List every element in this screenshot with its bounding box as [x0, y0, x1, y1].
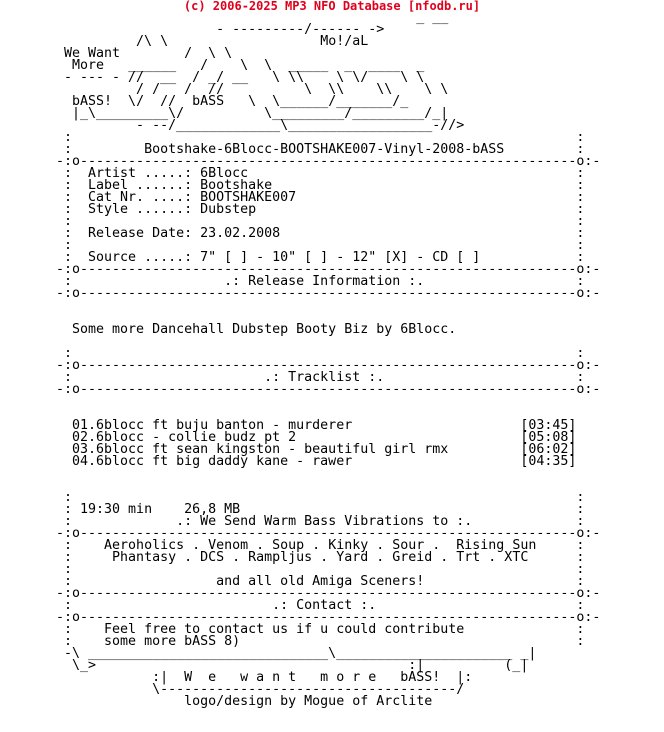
info-catnr-text: Cat Nr. ....: BOOTSHAKE007	[72, 190, 577, 205]
contact-heading-text: .: Contact :.	[72, 598, 577, 613]
logo-left-tag: More	[56, 58, 105, 73]
frame-border: -:o--------------------------------------------------------------o:-	[56, 154, 601, 169]
frame-border: : :	[56, 214, 585, 229]
track-title: 02.6blocc - collie budz pt 2	[56, 430, 521, 445]
release-info-text: Some more Dancehall Dubstep Booty Biz by 6Blocc.	[56, 322, 457, 337]
frame-border: :	[56, 370, 73, 385]
logo-art: - --/_____________\__________________-//>	[56, 118, 465, 133]
frame-border: :	[56, 550, 73, 565]
frame-border: :	[56, 598, 73, 613]
greets-line-text: Aeroholics . Venom . Soup . Kinky . Sour . Rising Sun	[72, 538, 577, 553]
frame-border: :	[576, 142, 585, 157]
track-duration: [04:35]	[520, 454, 577, 469]
frame-border: :	[56, 178, 73, 193]
frame-border: :	[576, 538, 585, 553]
track-duration: [06:02]	[520, 442, 577, 457]
info-source-text: Source .....: 7" [ ] - 10" [ ] - 12" [X] - CD [ ]	[72, 250, 577, 265]
contact-line-text: some more bASS 8)	[72, 634, 577, 649]
frame-border: :	[56, 142, 73, 157]
track-duration: [03:45]	[520, 418, 577, 433]
frame-border: :	[576, 574, 585, 589]
frame-border: : :	[56, 238, 585, 253]
frame-border: :	[576, 550, 585, 565]
total-time-size-text: 19:30 min 26,8 MB	[72, 502, 577, 517]
frame-border: :	[56, 166, 73, 181]
logo-center-tag: bASS	[192, 94, 225, 109]
frame-border: :	[576, 274, 585, 289]
credits	[56, 694, 432, 709]
frame-rule	[56, 382, 600, 397]
frame-border: :	[56, 574, 73, 589]
frame-border: :	[576, 190, 585, 205]
frame-border: :	[576, 514, 585, 529]
logo-art: ______ / \ \ _____ _ ____ _	[104, 58, 425, 73]
logo-left-tag: - --- -	[56, 70, 121, 85]
track-title: 03.6blocc ft sean kingston - beautiful girl rmx	[56, 442, 521, 457]
info-release-date-text: Release Date: 23.02.2008	[72, 226, 577, 241]
frame-border: :	[56, 538, 73, 553]
site-header-title: (c) 2006-2025 MP3 NFO Database [nfodb.ru]	[183, 0, 481, 13]
frame-border: :	[56, 226, 73, 241]
logo-art: - ---------/------ ->	[56, 22, 385, 37]
track-row	[56, 454, 576, 469]
logo-art: _ __	[56, 10, 449, 25]
frame-border: -:o--------------------------------------------------------------o:-	[56, 610, 601, 625]
greets-heading-text: .: We Send Warm Bass Vibrations to :.	[72, 514, 577, 529]
frame-border: :	[56, 274, 73, 289]
logo-art: // __ / _/ __ \ \\ \ \/ \ \	[120, 70, 425, 85]
logo-left-tag: We Want	[56, 46, 121, 61]
frame-border: : :	[56, 130, 585, 145]
frame-border: -:o--------------------------------------------------------------o:-	[56, 382, 601, 397]
frame-border: :	[56, 250, 73, 265]
frame-border: \-------------------------------------/	[56, 682, 465, 697]
info-label-text: Label ......: Bootshake	[72, 178, 577, 193]
info-artist-text: Artist .....: 6Blocc	[72, 166, 577, 181]
release-info-text	[56, 322, 456, 337]
frame-border: -:o--------------------------------------------------------------o:-	[56, 286, 601, 301]
frame-border: -\ ______________________________\______________________ _|	[56, 646, 537, 661]
frame-border: -:o--------------------------------------------------------------o:-	[56, 586, 601, 601]
greets-line-text: Phantasy . DCS . Rampljus . Yard . Greid . Trt . XTC	[72, 550, 577, 565]
tracklist-heading-text: .: Tracklist :.	[72, 370, 577, 385]
release-title-text: Bootshake-6Blocc-BOOTSHAKE007-Vinyl-2008-bASS	[72, 142, 577, 157]
track-title: 04.6blocc ft big daddy kane - rawer	[56, 454, 521, 469]
frame-border: : :	[56, 562, 585, 577]
frame-border: :|	[56, 670, 185, 685]
frame-border: -:o--------------------------------------------------------------o:-	[56, 262, 601, 277]
frame-border: :	[56, 634, 73, 649]
footer-slogan-text: W e w a n t m o r e bASS!	[184, 670, 441, 685]
credits-text: logo/design by Mogue of Arclite	[56, 694, 433, 709]
frame-border: -:o--------------------------------------------------------------o:-	[56, 526, 601, 541]
frame-border: :	[576, 370, 585, 385]
logo-left-tag: bASS!	[56, 94, 113, 109]
track-title: 01.6blocc ft buju banton - murderer	[56, 418, 521, 433]
logo-right-tag: Mo!/aL	[320, 34, 369, 49]
nfo-content	[56, 12, 600, 708]
contact-line-text: Feel free to contact us if u could contribute	[72, 622, 577, 637]
frame-border: :	[576, 502, 585, 517]
frame-border: :	[576, 598, 585, 613]
frame-border: :	[576, 166, 585, 181]
frame-border: :	[56, 514, 73, 529]
frame-border: : :	[56, 346, 585, 361]
frame-border: :	[56, 202, 73, 217]
release-info-heading-text: .: Release Information :.	[72, 274, 577, 289]
logo-art: / / / // \ \\ \\ \ \	[56, 82, 449, 97]
info-style-text: Style ......: Dubstep	[72, 202, 577, 217]
frame-border: :	[576, 226, 585, 241]
logo-art: \ \______/_______/_	[224, 94, 409, 109]
logo-art: /\ \	[56, 34, 321, 49]
frame-border: \_> :| (_|	[56, 658, 529, 673]
frame-border: :	[576, 202, 585, 217]
greets-line-text: and all old Amiga Sceners!	[72, 574, 577, 589]
logo-art: \/ //	[112, 94, 193, 109]
frame-border: :	[56, 502, 73, 517]
frame-border: :	[576, 250, 585, 265]
frame-border: : :	[56, 490, 585, 505]
frame-border: :	[56, 190, 73, 205]
frame-border: :	[576, 178, 585, 193]
frame-border: :	[576, 634, 585, 649]
logo-art: |_\_________\/ \_________/_________/_|	[56, 106, 449, 121]
frame-border: |:	[440, 670, 473, 685]
frame-rule	[56, 286, 600, 301]
track-duration: [05:08]	[520, 430, 577, 445]
frame-border: :	[576, 622, 585, 637]
frame-border: -:o--------------------------------------------------------------o:-	[56, 358, 601, 373]
frame-border: :	[56, 622, 73, 637]
logo-art: / \ \	[120, 46, 233, 61]
